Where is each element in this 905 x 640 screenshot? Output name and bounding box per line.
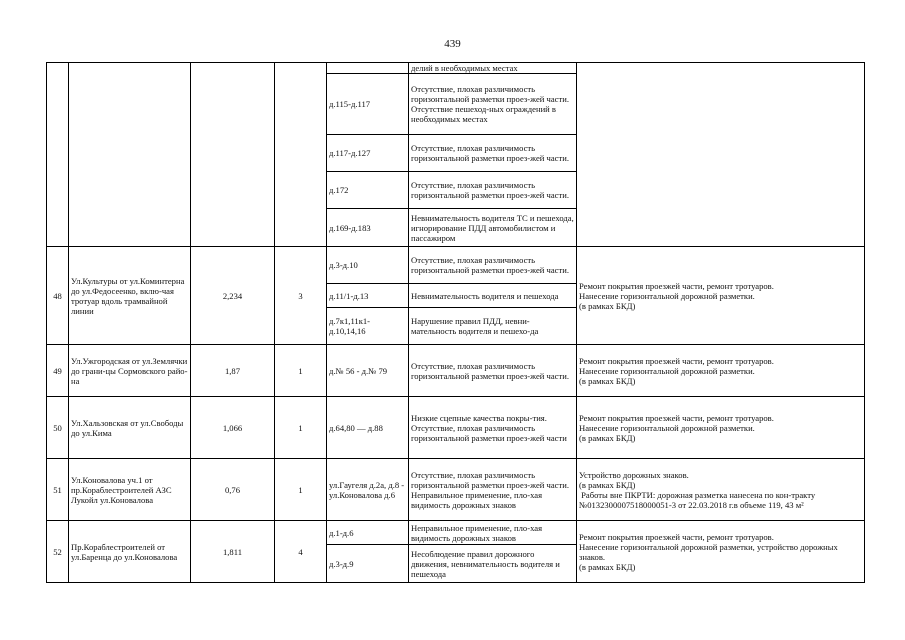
cell-problem: Неправильное применение, пло-хая видимость дорожных знаков xyxy=(409,521,577,545)
cell-actions xyxy=(577,345,865,397)
table-row xyxy=(47,63,865,74)
cell-street: Пр.Кораблестроителей от ул.Баренца до ул.Коновалова xyxy=(69,521,191,583)
action-line: Ремонт покрытия проезжей части, ремонт тротуаров. xyxy=(579,531,774,542)
cell-num: 49 xyxy=(47,345,69,397)
table-row xyxy=(47,521,865,545)
action-line: Нанесение горизонтальной дорожной разметки. xyxy=(579,290,755,301)
cell-problem: Отсутствие, плохая различимость горизонтальной разметки проез-жей части. Отсутствие пешеход-ных ограждений в необходимых местах xyxy=(409,74,577,135)
cell-problem: Отсутствие, плохая различимость горизонтальной разметки проез-жей части. xyxy=(409,247,577,284)
cell-segment: д.11/1-д.13 xyxy=(327,284,409,308)
action-line: (в рамках БКД) xyxy=(579,479,636,490)
action-line: (в рамках БКД) xyxy=(579,375,636,386)
cell-num: 50 xyxy=(47,397,69,459)
table-row xyxy=(47,397,865,459)
cell-street xyxy=(69,63,191,247)
action-line: Нанесение горизонтальной дорожной разметки, устройство дорожных знаков. xyxy=(579,541,840,562)
cell-problem: Низкие сцепные качества покры-тия. Отсутствие, плохая различимость горизонтальной разметки проез-жей части xyxy=(409,397,577,459)
action-line: (в рамках БКД) xyxy=(579,300,636,311)
cell-segment: д.172 xyxy=(327,172,409,209)
cell-segment xyxy=(327,63,409,74)
table-row xyxy=(47,459,865,521)
cell-segment: д.115-д.117 xyxy=(327,74,409,135)
table-row xyxy=(47,247,865,284)
cell-count: 3 xyxy=(275,247,327,345)
cell-length: 0,76 xyxy=(191,459,275,521)
cell-problem: Невнимательность водителя и пешехода xyxy=(409,284,577,308)
cell-num: 52 xyxy=(47,521,69,583)
cell-problem: Отсутствие, плохая различимость горизонтальной разметки проез-жей части. xyxy=(409,345,577,397)
cell-num: 51 xyxy=(47,459,69,521)
cell-length xyxy=(191,63,275,247)
action-line: Нанесение горизонтальной дорожной разметки. xyxy=(579,422,755,433)
cell-num: 48 xyxy=(47,247,69,345)
cell-street: Ул.Хальзовская от ул.Свободы до ул.Кима xyxy=(69,397,191,459)
cell-length: 1,811 xyxy=(191,521,275,583)
cell-segment: д.3-д.10 xyxy=(327,247,409,284)
cell-problem: Несоблюдение правил дорожного движения, невнимательность водителя и пешехода xyxy=(409,545,577,583)
cell-problem: Отсутствие, плохая различимость горизонтальной разметки проез-жей части. Неправильное применение, пло-хая видимость дорожных знаков xyxy=(409,459,577,521)
cell-count: 4 xyxy=(275,521,327,583)
cell-count xyxy=(275,63,327,247)
cell-problem: делий в необходимых местах xyxy=(409,63,577,74)
cell-actions xyxy=(577,397,865,459)
cell-segment: д.64,80 — д.88 xyxy=(327,397,409,459)
table-row xyxy=(47,345,865,397)
action-line: Нанесение горизонтальной дорожной разметки. xyxy=(579,365,755,376)
cell-problem: Отсутствие, плохая различимость горизонтальной разметки проез-жей части. xyxy=(409,135,577,172)
action-line: (в рамках БКД) xyxy=(579,432,636,443)
cell-count: 1 xyxy=(275,397,327,459)
cell-length: 2,234 xyxy=(191,247,275,345)
action-line: Ремонт покрытия проезжей части, ремонт тротуаров. xyxy=(579,355,774,366)
cell-count: 1 xyxy=(275,459,327,521)
cell-segment: д.1-д.6 xyxy=(327,521,409,545)
cell-actions xyxy=(577,247,865,345)
cell-actions xyxy=(577,521,865,583)
cell-problem: Нарушение правил ПДД, невни-мательность водителя и пешехо-да xyxy=(409,308,577,345)
cell-length: 1,066 xyxy=(191,397,275,459)
cell-problem: Отсутствие, плохая различимость горизонтальной разметки проез-жей части. xyxy=(409,172,577,209)
cell-length: 1,87 xyxy=(191,345,275,397)
cell-actions xyxy=(577,63,865,247)
action-line: (в рамках БКД) xyxy=(579,561,636,572)
cell-street: Ул.Коновалова уч.1 от пр.Кораблестроителей АЗС Лукойл ул.Коновалова xyxy=(69,459,191,521)
cell-count: 1 xyxy=(275,345,327,397)
road-works-table xyxy=(46,62,865,583)
cell-segment: д.169-д.183 xyxy=(327,209,409,247)
cell-street: Ул.Ужгородская от ул.Землячки до грани-цы Сормовского райо-на xyxy=(69,345,191,397)
action-line: Ремонт покрытия проезжей части, ремонт тротуаров. xyxy=(579,412,774,423)
cell-problem: Невнимательность водителя ТС и пешехода, игнорирование ПДД автомобилистом и пассажиром xyxy=(409,209,577,247)
cell-segment: д.117-д.127 xyxy=(327,135,409,172)
action-line: Устройство дорожных знаков. xyxy=(579,469,689,480)
page-number: 439 xyxy=(444,38,461,50)
action-line: Ремонт покрытия проезжей части, ремонт тротуаров. xyxy=(579,280,774,291)
cell-segment: ул.Гаугеля д.2а, д.8 - ул.Коновалова д.6 xyxy=(327,459,409,521)
cell-actions xyxy=(577,459,865,521)
cell-segment: д.3-д.9 xyxy=(327,545,409,583)
cell-num xyxy=(47,63,69,247)
cell-segment: д.№ 56 - д.№ 79 xyxy=(327,345,409,397)
action-line: Работы вне ПКРТИ: дорожная разметка нанесена по кон-тракту №0132300007518000051-3 от 22.03.2018 г.в объеме 119, 43 м² xyxy=(579,489,818,510)
cell-segment: д.7к1,11к1-д.10,14,16 xyxy=(327,308,409,345)
cell-street: Ул.Культуры от ул.Коминтерна до ул.Федосеенко, вклю-чая тротуар вдоль трамвайной линии xyxy=(69,247,191,345)
